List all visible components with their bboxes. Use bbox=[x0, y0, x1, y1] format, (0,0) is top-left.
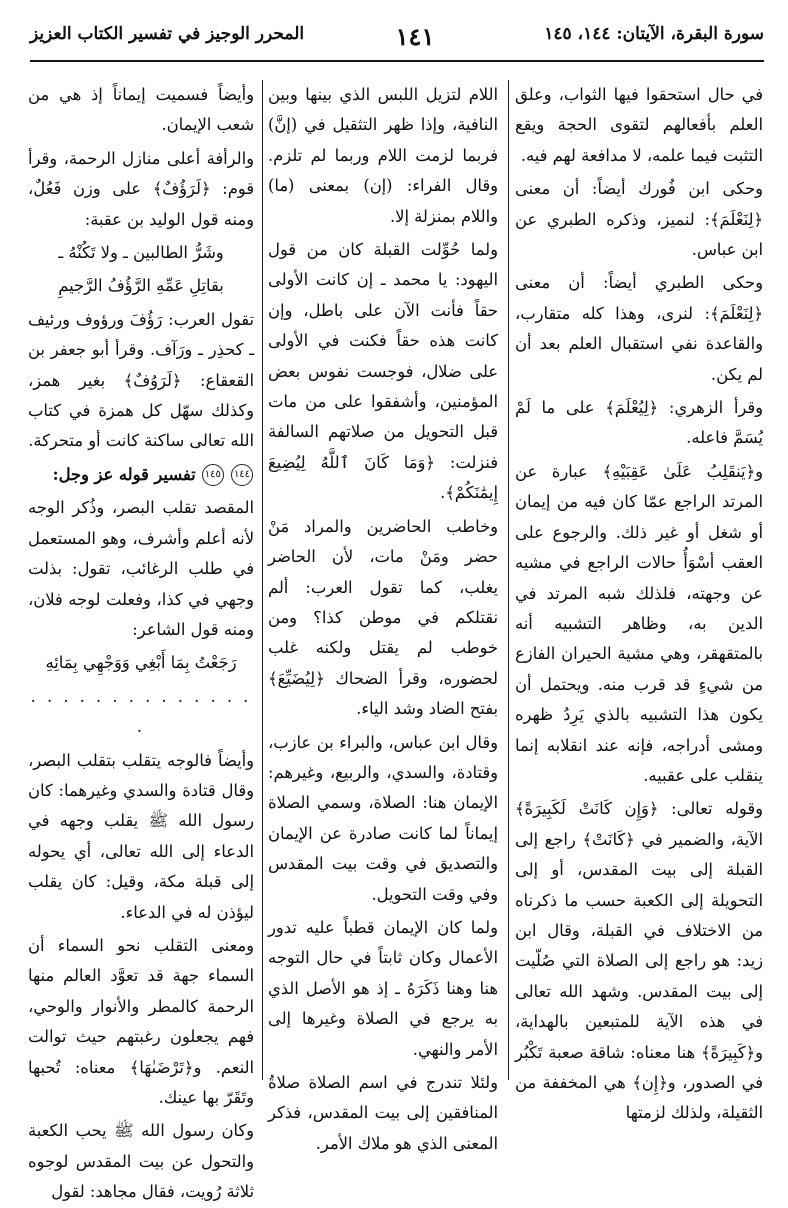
section-heading bbox=[28, 460, 254, 490]
column-divider bbox=[508, 80, 509, 1080]
paragraph: ومعنى التقلب نحو السماء أن السماء جهة قد تعوَّد العالم منها الرحمة كالمطر والأنوار والوحي، فهم يجعلون رغبتهم حيث توالت النعم. و﴿تَرْضَىٰهَا﴾ معناه: تُحبها وتَقَرّ بها عينك. bbox=[28, 935, 254, 1107]
poem-line: رَجَعْتُ بِمَا أَبْغِي وَوَجْهِي بِمَائِهِ bbox=[45, 653, 237, 673]
paragraph: المقصد تقلب البصر، وذُكر الوجه لأنه أعلم وأشرف، وهو المستعمل في طلب الرغائب، تقول: بذلت وجهي في كذا، وفعلت لوجه فلان، ومنه قول الشاعر: bbox=[28, 498, 254, 639]
section-heading-text: تفسير قوله عز وجل: bbox=[52, 464, 196, 484]
book-title: المحرر الوجيز في تفسير الكتاب العزيز bbox=[30, 24, 305, 44]
paragraph: تقول العرب: رَؤُفَ ورؤوف ورئيف ـ كحذِر ـ ورَآف. وقرأ أبو جعفر بن القعقاع: ﴿لَرَوُفٌ﴾ بغير همز، وكذلك سهّل كل همزة في كتاب الله تعالى ساكنة كانت أو متحركة. bbox=[28, 309, 254, 451]
paragraph: وأيضاً فسميت إيماناً إذ هي من شعب الإيمان. bbox=[28, 85, 254, 135]
paragraph: ولما كان الإيمان قطباً عليه تدور الأعمال وكان ثابتاً في حال التوجه هنا وهنا ذَكَرَهُ ـ إذ هو الأصل الذي به يرجع في الصلاة وغيرها إلى الأمر والنهي. bbox=[268, 917, 498, 1059]
surah-title: سورة البقرة، الآيتان: ١٤٤، ١٤٥ bbox=[544, 24, 764, 44]
paragraph: وكان رسول الله ﷺ يحب الكعبة والتحول عن بيت المقدس لوجوه ثلاثة رُويت، فقال مجاهد: لقول bbox=[28, 1121, 254, 1202]
paragraph: وخاطب الحاضرين والمراد مَنْ حضر ومَنْ مات، لأن الحاضر يغلب، كما تقول العرب: ألم نقتلكم في موطن كذا؟ ومن خوطب لم يقتل ولكنه غلب لحضوره، وقرأ الضحاك ﴿لِيُضَيِّعَ﴾ بفتح الضاد وشد الياء. bbox=[268, 516, 498, 719]
paragraph: والرأفة أعلى منازل الرحمة، وقرأ قوم: ﴿لَرَؤُفٌ﴾ على وزن فَعُلٌ، ومنه قول الوليد بن عقبة: bbox=[28, 148, 254, 229]
paragraph: في حال استحقوا فيها الثواب، وعلق العلم بأفعالهم لتقوى الحجة ويقع التثبت فيما علمه، لا مدافعة لهم فيه. bbox=[515, 85, 763, 165]
paragraph: وقال ابن عباس، والبراء بن عازب، وقتادة، والسدي، والربيع، وغيرهم: الإيمان هنا: الصلاة، وسمي الصلاة إيماناً لما كانت صادرة عن الإيمان والتصديق في وقت بيت المقدس وفي وقت التحويل. bbox=[268, 732, 498, 904]
paragraph: اللام لتزيل اللبس الذي بينها وبين النافية، وإذا ظهر التثقيل في (إنَّ) فربما لزمت اللام وربما لم تلزم. وقال الفراء: (إن) بمعنى (ما) واللام بمنزلة إلا. bbox=[268, 85, 498, 226]
column-left bbox=[28, 80, 254, 1202]
paragraph: وأيضاً فالوجه يتقلب بتقلب البصر، وقال قتادة والسدي وغيرهما: كان رسول الله ﷺ يقلب وجهه في الدعاء إلى الله تعالى، أي يحوله إلى قبلة مكة، وقيل: كان يقلب ليؤذن له في الدعاء. bbox=[28, 750, 254, 922]
paragraph: وحكى ابن فُورك أيضاً: أن معنى ﴿لِنَعْلَمَ﴾: لنميز، وذكره الطبري عن ابن عباس. bbox=[515, 179, 763, 260]
ellipsis-dots: . . . . . . . . . . . . . . . bbox=[30, 686, 252, 737]
page-number: ١٤١ bbox=[395, 22, 435, 51]
paragraph: وقرأ الزهري: ﴿لِيُعْلَمَ﴾ على ما لَمْ يُسَمَّ فاعله. bbox=[515, 398, 763, 448]
paragraph: ولما حُوِّلت القبلة كان من قول اليهود: يا محمد ـ إن كانت الأولى حقاً فأنت الآن على باطل، وإن كانت هذه حقاً فكنت في الأولى على ضلال، فوجست نفوس بعض المؤمنين، وأشفقوا على من مات قبل التحويل من صلاتهم السالفة فنزلت: ﴿وَمَا كَانَ ٱللَّهُ لِيُضِيعَ إِيمَٰنَكُمْ﴾. bbox=[268, 240, 498, 503]
column-divider bbox=[262, 80, 263, 1080]
verse-number-medallion: ١٤٥ bbox=[202, 464, 224, 486]
column-right bbox=[515, 80, 763, 1123]
paragraph: وقوله تعالى: ﴿وَإِن كَانَتْ لَكَبِيرَةً﴾ الآية، والضمير في ﴿كَانَتْ﴾ راجع إلى القبلة إلى بيت المقدس، أو إلى التحويلة إلى الكعبة حسب ما ذكرناه من الاختلاف في القبلة، وقال ابن زيد: هو راجع إلى الصلاة التي صُلّيت إلى بيت المقدس. وشهد الله تعالى في هذه الآية للمتبعين بالهداية، و﴿كَبِيرَةً﴾ هنا معناه: شاقة صعبة تَكْبُر في الصدور، و﴿إِن﴾ هي المخففة من الثقيلة، ولذلك لزمتها bbox=[515, 799, 763, 1123]
poem-line: وشَرُّ الطالبين ـ ولا تَكُنْهُ ـ bbox=[58, 243, 224, 263]
paragraph: ولئلا تندرج في اسم الصلاة صلاةُ المنافقين إلى بيت المقدس، فذكر المعنى الذي هو ملاك الأمر. bbox=[268, 1073, 498, 1153]
poem-line: بقاتِلِ عَمِّهِ الرَّؤُفُ الرَّجيمِ bbox=[58, 276, 224, 296]
paragraph: و﴿يَنقَلِبُ عَلَىٰ عَقِبَيْهِ﴾ عبارة عن المرتد الراجع عمّا كان فيه من إيمان أو شغل أو غير ذلك. والرجوع على العقب أسْوَأُ حالات الراجع في مشيه عن وجهته، فلذلك شبه المرتد في الدين به، وظاهر التشبيه أنه بالمتقهقر، وهي مشية الحيران الفازع من شيءٍ قد قرب منه. ويحتمل أن يكون هذا التشبيه بالذي يَرِدُ ظهره ومشى أدراجه، فإنه عند انقلابه إنما ينقلب على عقبيه. bbox=[515, 461, 763, 785]
verse-number-medallion: ١٤٤ bbox=[231, 464, 253, 486]
column-middle bbox=[268, 80, 498, 1153]
page-header bbox=[30, 22, 764, 62]
header-rule bbox=[30, 60, 764, 62]
paragraph: وحكى الطبري أيضاً: أن معنى ﴿لِنَعْلَمَ﴾: لنرى، وهذا كله متقارب، والقاعدة نفي استقبال العلم بعد أن لم يكن. bbox=[515, 273, 763, 384]
